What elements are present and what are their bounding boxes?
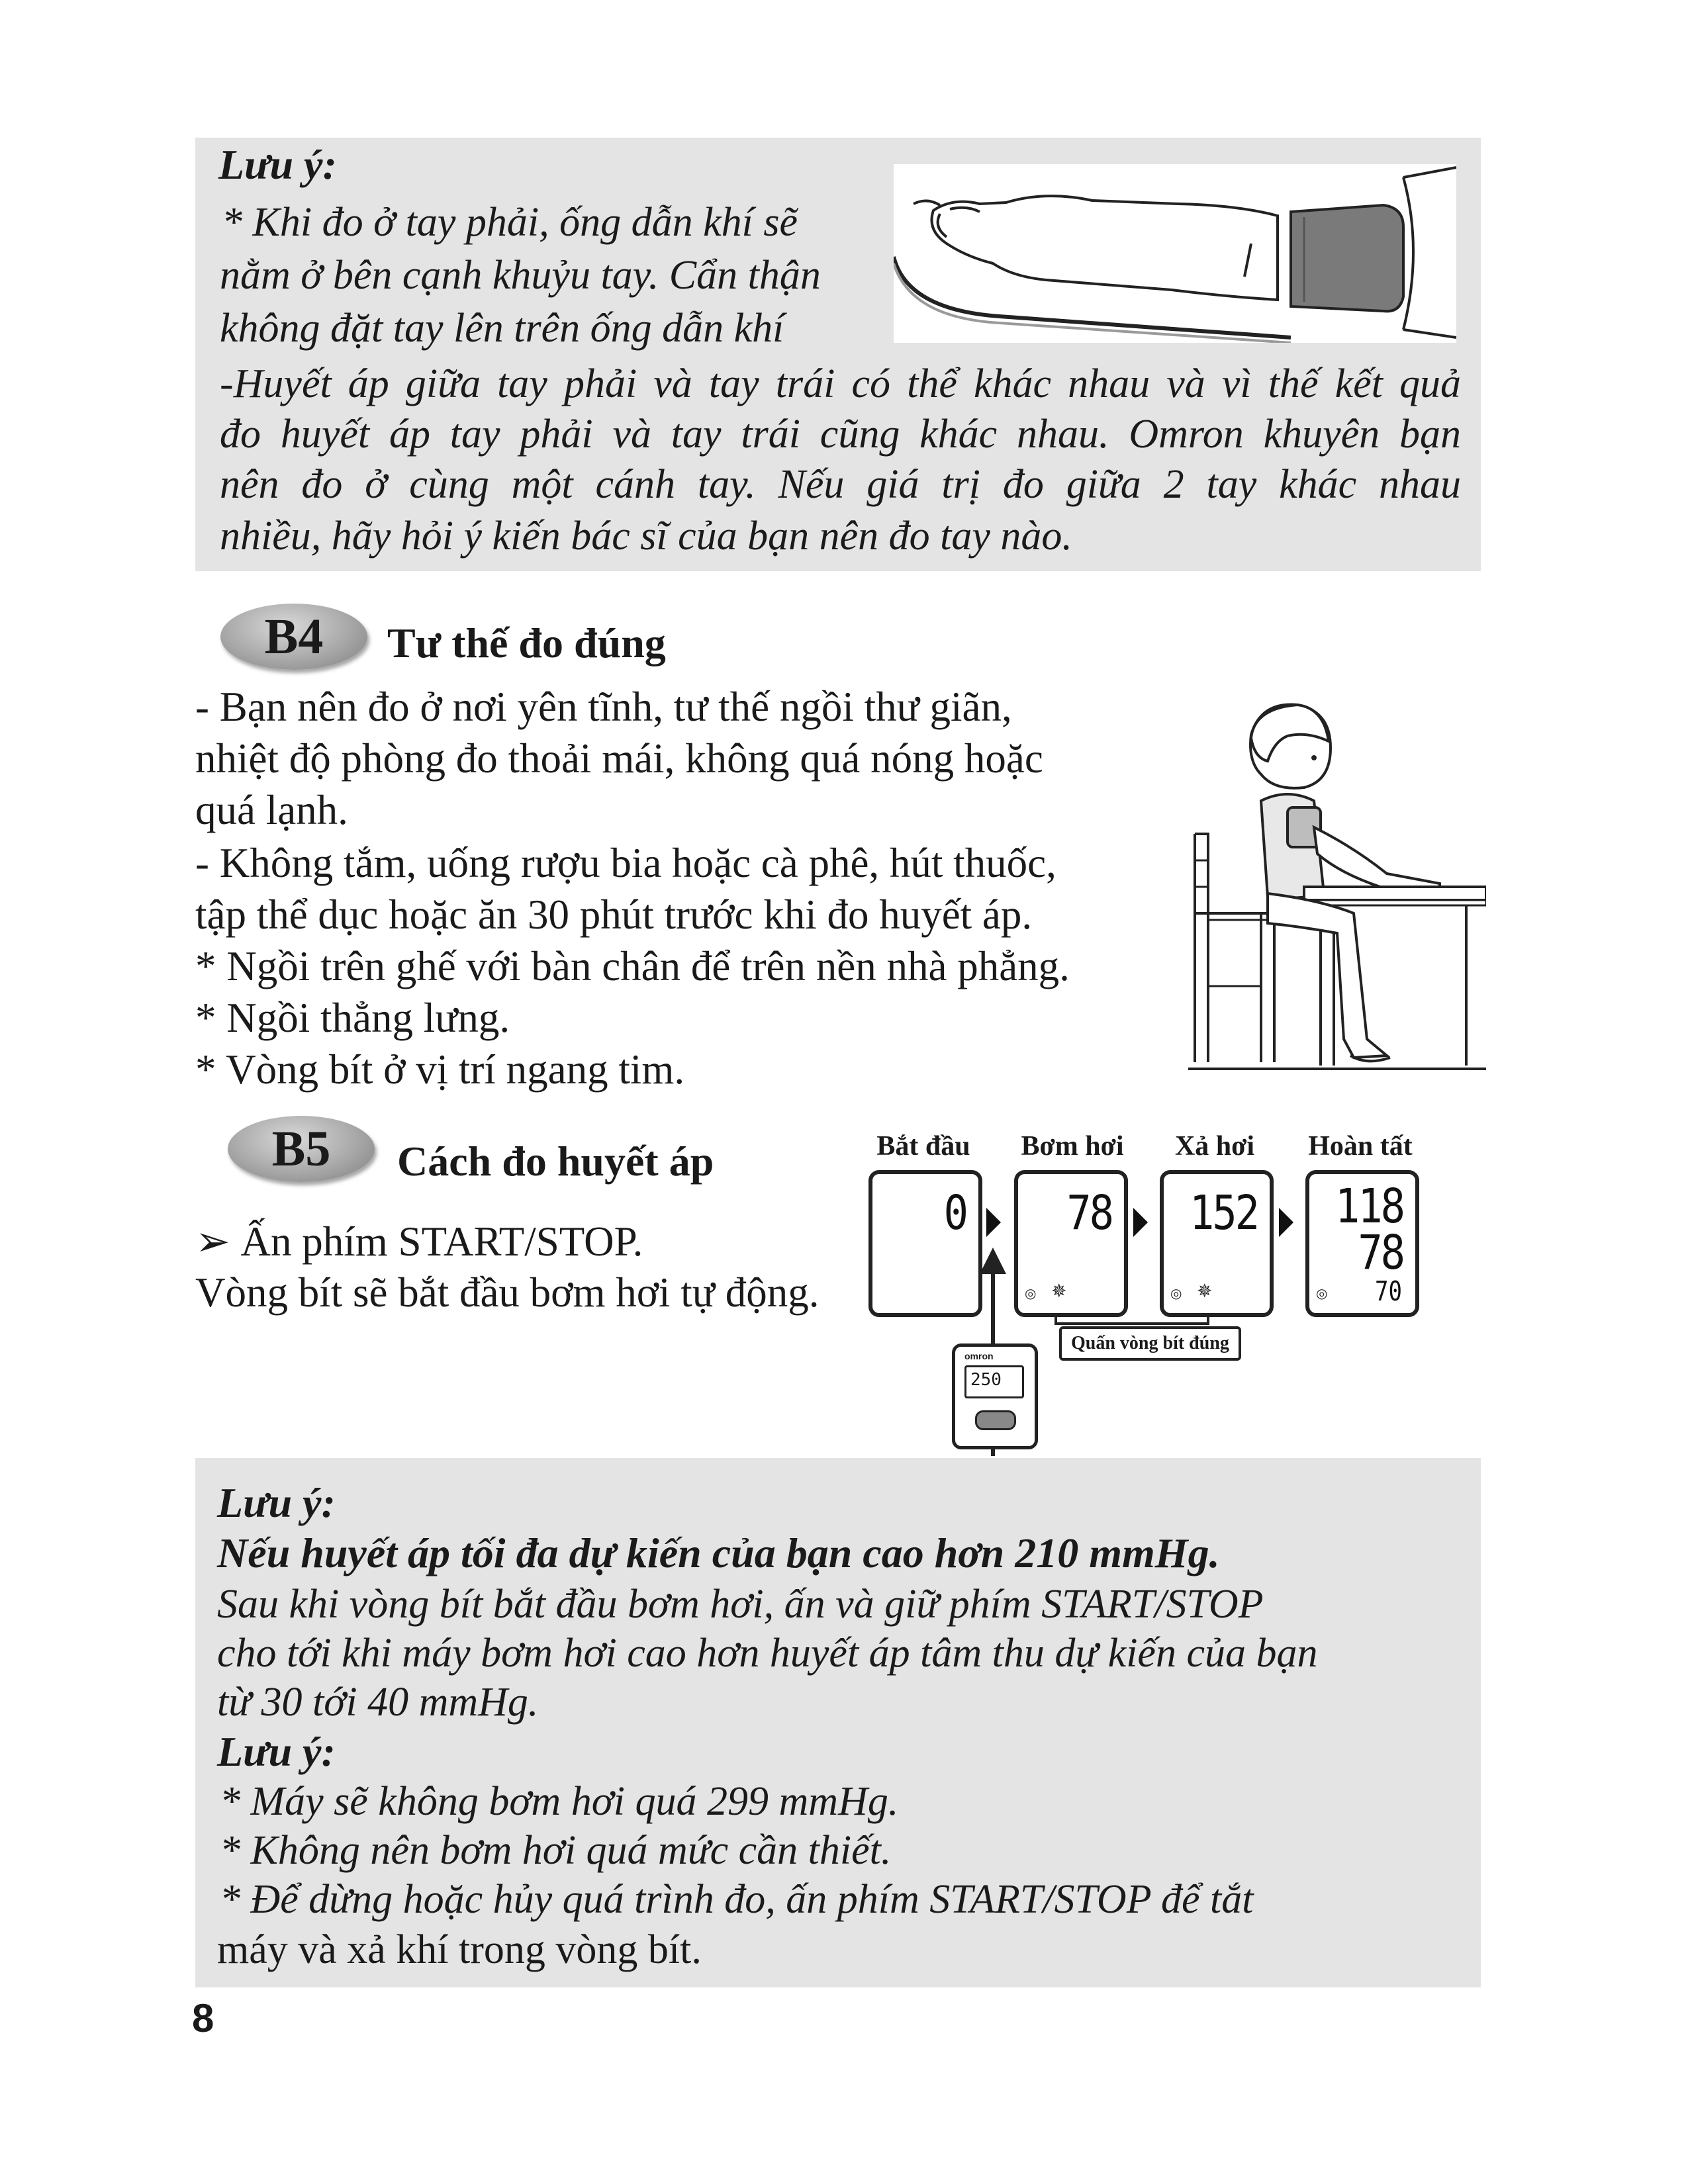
device-value: 250 — [970, 1370, 1002, 1390]
phase-label-deflate: Xả hơi — [1174, 1131, 1255, 1161]
arm-cuff-illustration — [894, 164, 1456, 343]
cuff-ok-icon: ✵ — [1197, 1281, 1213, 1302]
b4-line: nhiệt độ phòng đo thoải mái, không quá nóng hoặc — [195, 735, 1043, 782]
note-bullet: * Để dừng hoặc hủy quá trình đo, ấn phím START/STOP để tắt — [220, 1877, 1254, 1922]
note-line: -Huyết áp giữa tay phải và tay trái có thể khác nhau và vì thế kết quả — [220, 361, 1461, 406]
step-title-b5: Cách đo huyết áp — [397, 1138, 714, 1185]
lcd-start — [868, 1170, 982, 1317]
phase-label-start: Bắt đầu — [876, 1131, 970, 1161]
lcd-deflate — [1160, 1170, 1274, 1317]
step-badge-b4: B4 — [220, 604, 367, 670]
lcd-value: 78 — [1066, 1185, 1112, 1241]
note-line: nằm ở bên cạnh khuỷu tay. Cẩn thận — [220, 253, 821, 298]
b5-line: Vòng bít sẽ bắt đầu bơm hơi tự động. — [195, 1269, 820, 1316]
arrow-right-icon — [1279, 1208, 1293, 1237]
lcd-pulse: 70 — [1375, 1276, 1402, 1308]
note-line: * Khi đo ở tay phải, ống dẫn khí sẽ — [222, 200, 798, 245]
phase-label-inflate: Bơm hơi — [1021, 1131, 1124, 1161]
note-heading: Nếu huyết áp tối đa dự kiến của bạn cao hơn 210 mmHg. — [217, 1529, 1220, 1576]
lcd-value: 0 — [943, 1185, 966, 1241]
arrow-right-icon — [1133, 1208, 1148, 1237]
b4-line: * Ngồi thẳng lưng. — [195, 995, 510, 1041]
page-number: 8 — [192, 1996, 214, 2040]
b5-line: ➢ Ấn phím START/STOP. — [195, 1218, 643, 1265]
seated-posture-illustration — [1188, 695, 1486, 1072]
cuff-ok-icon: ✵ — [1051, 1281, 1067, 1302]
note-title: Lưu ý: — [217, 1479, 336, 1526]
cuff-icon: ◎ — [1316, 1287, 1328, 1301]
note-line: nên đo ở cùng một cánh tay. Nếu giá trị đo giữa 2 tay khác nhau — [220, 462, 1461, 507]
note-line: Sau khi vòng bít bắt đầu bơm hơi, ấn và giữ phím START/STOP — [217, 1582, 1264, 1627]
b4-line: * Ngồi trên ghế với bàn chân để trên nền nhà phẳng. — [195, 943, 1070, 989]
start-stop-button — [975, 1410, 1016, 1430]
note-line: từ 30 tới 40 mmHg. — [217, 1680, 539, 1725]
note-bullet: * Không nên bơm hơi quá mức cần thiết. — [220, 1828, 892, 1873]
callout-cuff-ok: Quấn vòng bít đúng — [1059, 1326, 1241, 1361]
device-illustration — [952, 1343, 1038, 1449]
arrow-right-icon — [986, 1208, 1001, 1237]
step-badge-b5: B5 — [228, 1116, 375, 1182]
note-title: Lưu ý: — [217, 1728, 336, 1775]
b4-line: * Vòng bít ở vị trí ngang tim. — [195, 1046, 685, 1093]
lcd-systolic: 118 — [1335, 1178, 1403, 1234]
note-line: máy và xả khí trong vòng bít. — [217, 1927, 702, 1972]
lcd-diastolic: 78 — [1358, 1224, 1403, 1281]
note-title: Lưu ý: — [218, 141, 337, 188]
note-line: cho tới khi máy bơm hơi cao hơn huyết áp tâm thu dự kiến của bạn — [217, 1631, 1318, 1676]
note-line: nhiều, hãy hỏi ý kiến bác sĩ của bạn nên đo tay nào. — [220, 514, 1072, 559]
lcd-inflate — [1014, 1170, 1128, 1317]
step-title-b4: Tư thế đo đúng — [387, 619, 666, 666]
phase-label-done: Hoàn tất — [1308, 1131, 1413, 1161]
b4-line: tập thể dục hoặc ăn 30 phút trước khi đo huyết áp. — [195, 891, 1033, 938]
device-brand: omron — [964, 1351, 994, 1361]
cuff-icon: ◎ — [1170, 1287, 1182, 1301]
device-screen — [964, 1365, 1024, 1398]
cuff-icon: ◎ — [1025, 1287, 1037, 1301]
note-bullet: * Máy sẽ không bơm hơi quá 299 mmHg. — [220, 1779, 899, 1824]
note-line: đo huyết áp tay phải và tay trái cũng khác nhau. Omron khuyên bạn — [220, 412, 1461, 457]
lcd-done — [1305, 1170, 1419, 1317]
note-line: không đặt tay lên trên ống dẫn khí — [220, 306, 784, 351]
b4-line: - Bạn nên đo ở nơi yên tĩnh, tư thế ngồi thư giãn, — [195, 684, 1012, 730]
b4-line: - Không tắm, uống rượu bia hoặc cà phê, hút thuốc, — [195, 840, 1056, 886]
lcd-value: 152 — [1190, 1185, 1258, 1241]
b4-line: quá lạnh. — [195, 787, 348, 833]
